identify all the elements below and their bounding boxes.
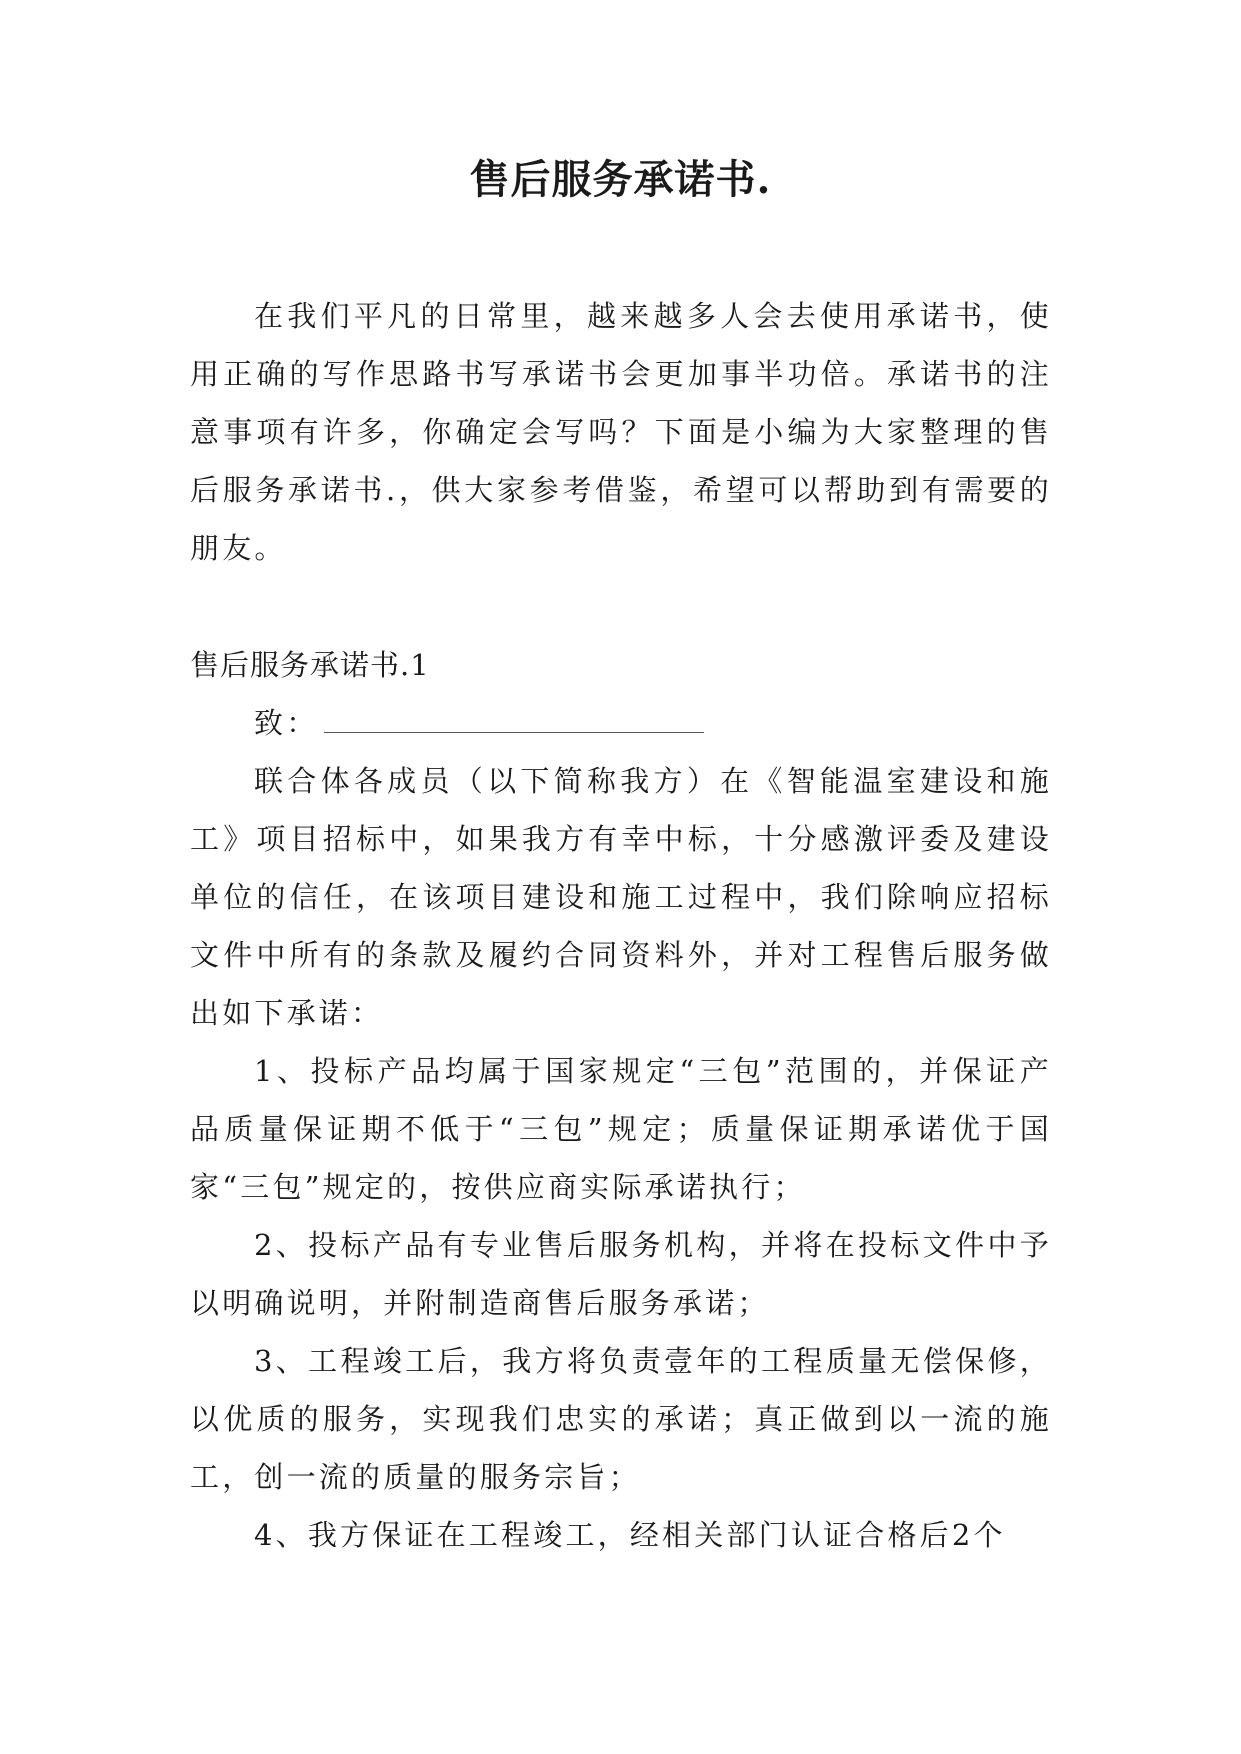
paragraph-item-4: 4、我方保证在工程竣工，经相关部门认证合格后2个 [254,1518,1006,1552]
intro-block [190,287,1052,577]
salutation-line [190,694,1052,752]
recipient-blank [324,710,704,733]
paragraph-preamble: 联合体各成员（以下简称我方）在《智能温室建设和施工》项目招标中，如果我方有幸中标，十分感激评委及建设单位的信任，在该项目建设和施工过程中，我们除响应招标文件中所有的条款及履约合同资料外，并对工程售后服务做出如下承诺： [190,764,1052,1030]
section-heading: 售后服务承诺书.1 [190,648,430,682]
letter-body [190,636,1052,1564]
paragraph-item-1: 1、投标产品均属于国家规定“三包”范围的，并保证产品质量保证期不低于“三包”规定；质量保证期承诺优于国家“三包”规定的，按供应商实际承诺执行； [190,1054,1052,1204]
salutation-label: 致： [254,706,319,740]
intro-paragraph: 在我们平凡的日常里，越来越多人会去使用承诺书，使用正确的写作思路书写承诺书会更加事半功倍。承诺书的注意事项有许多，你确定会写吗？下面是小编为大家整理的售后服务承诺书.，供大家参考借鉴，希望可以帮助到有需要的朋友。 [190,299,1052,565]
paragraph-item-2: 2、投标产品有专业售后服务机构，并将在投标文件中予以明确说明，并附制造商售后服务承诺； [190,1228,1052,1320]
paragraph-item-3: 3、工程竣工后，我方将负责壹年的工程质量无偿保修，以优质的服务，实现我们忠实的承诺；真正做到以一流的施工，创一流的质量的服务宗旨； [190,1344,1052,1494]
document-title: 售后服务承诺书. [469,156,772,203]
